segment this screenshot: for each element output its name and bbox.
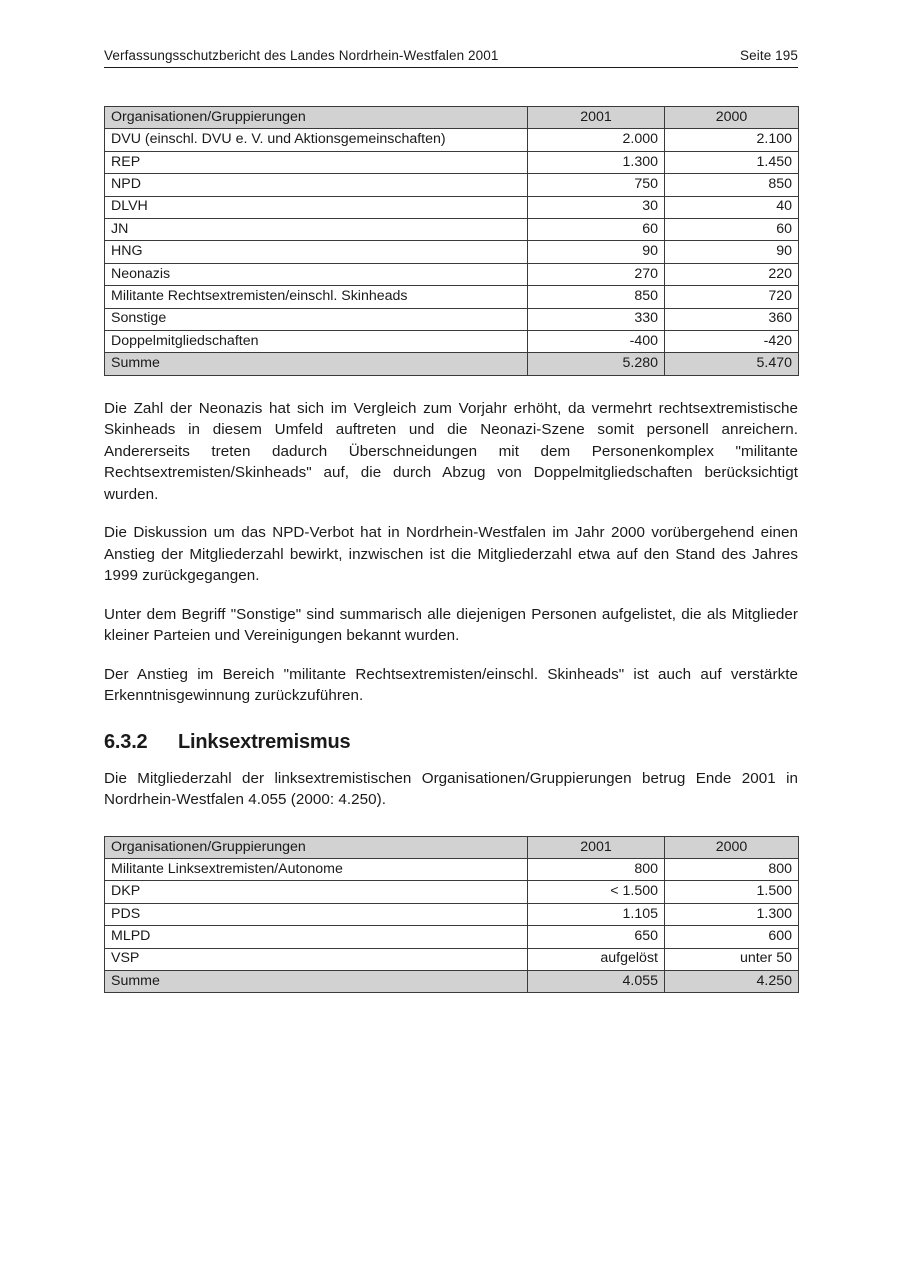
cell-2000: -420 [665, 330, 799, 352]
table-linksextremismus [104, 836, 799, 994]
cell-2000: 1.300 [665, 903, 799, 925]
section-number: 6.3.2 [104, 730, 148, 753]
cell-2000: 360 [665, 308, 799, 330]
cell-2000: 720 [665, 286, 799, 308]
cell-2001: 30 [528, 196, 665, 218]
cell-2000: 1.450 [665, 151, 799, 173]
cell-total-label: Summe [105, 971, 528, 993]
cell-organisation: REP [105, 151, 528, 173]
cell-2000: 40 [665, 196, 799, 218]
cell-organisation: MLPD [105, 926, 528, 948]
cell-total-2000: 4.250 [665, 971, 799, 993]
cell-2001: 800 [528, 859, 665, 881]
column-header-organisations: Organisationen/Gruppierungen [105, 107, 528, 129]
cell-organisation: Militante Rechtsextremisten/einschl. Skinheads [105, 286, 528, 308]
cell-2001: 750 [528, 174, 665, 196]
cell-organisation: Sonstige [105, 308, 528, 330]
cell-2001: 2.000 [528, 129, 665, 151]
table-row [105, 948, 799, 970]
report-title: Verfassungsschutzbericht des Landes Nordrhein-Westfalen 2001 [104, 48, 499, 63]
cell-2001: -400 [528, 330, 665, 352]
table-row [105, 129, 799, 151]
table-header-row [105, 836, 799, 858]
table-row [105, 330, 799, 352]
cell-2001: 90 [528, 241, 665, 263]
cell-organisation: HNG [105, 241, 528, 263]
cell-organisation: JN [105, 218, 528, 240]
table-row [105, 859, 799, 881]
paragraph-npd-verbot: Die Diskussion um das NPD-Verbot hat in Nordrhein-Westfalen im Jahr 2000 vorübergehend einen Anstieg der Mitgliederzahl bewirkt, inzwischen ist die Mitgliederzahl etwa auf den Stand des Jahres 1999 zurückgegangen. [104, 524, 798, 585]
table-total-row [105, 353, 799, 375]
cell-total-2000: 5.470 [665, 353, 799, 375]
spacer [104, 376, 798, 398]
cell-2001: 60 [528, 218, 665, 240]
column-header-2000: 2000 [665, 107, 799, 129]
paragraph-anstieg: Der Anstieg im Bereich "militante Rechtsextremisten/einschl. Skinheads" ist auch auf verstärkte Erkenntnisgewinnung zurückzuführen. [104, 665, 798, 705]
cell-organisation: NPD [105, 174, 528, 196]
cell-2000: 90 [665, 241, 799, 263]
table-row [105, 196, 799, 218]
table-row [105, 151, 799, 173]
cell-2000: 600 [665, 926, 799, 948]
cell-2000: 2.100 [665, 129, 799, 151]
running-header [104, 48, 798, 68]
spacer [104, 811, 798, 836]
table-total-row [105, 971, 799, 993]
cell-organisation: Neonazis [105, 263, 528, 285]
cell-2001: 330 [528, 308, 665, 330]
spacer [104, 754, 798, 768]
cell-organisation: VSP [105, 948, 528, 970]
section-heading [104, 731, 798, 754]
cell-2001: aufgelöst [528, 948, 665, 970]
cell-organisation: DVU (einschl. DVU e. V. und Aktionsgemeinschaften) [105, 129, 528, 151]
cell-total-label: Summe [105, 353, 528, 375]
page-number: Seite 195 [740, 48, 798, 63]
cell-2001: 1.300 [528, 151, 665, 173]
table-row [105, 881, 799, 903]
column-header-2001: 2001 [528, 107, 665, 129]
cell-2000: 1.500 [665, 881, 799, 903]
cell-2000: 60 [665, 218, 799, 240]
cell-organisation: DKP [105, 881, 528, 903]
cell-2001: 850 [528, 286, 665, 308]
column-header-2001: 2001 [528, 836, 665, 858]
spacer [104, 505, 798, 522]
spacer [104, 707, 798, 731]
cell-2000: 850 [665, 174, 799, 196]
paragraph-neonazis: Die Zahl der Neonazis hat sich im Vergleich zum Vorjahr erhöht, da vermehrt rechtsextremistische Skinheads in diesem Umfeld auftreten und die Neonazi-Szene somit personell anreichern. Andererseits treten dadurch Überschneidungen mit dem Personenkomplex "militante Rechtsextremisten/Skinheads" auf, die durch Abzug von Doppelmitgliedschaften berücksichtigt wurden. [104, 399, 798, 503]
column-header-2000: 2000 [665, 836, 799, 858]
table-row [105, 174, 799, 196]
table-rechtsextremismus [104, 106, 799, 376]
cell-total-2001: 4.055 [528, 971, 665, 993]
table-row [105, 263, 799, 285]
paragraph-linksextremismus-intro: Die Mitgliederzahl der linksextremistischen Organisationen/Gruppierungen betrug Ende 2001 in Nordrhein-Westfalen 4.055 (2000: 4.250). [104, 769, 798, 809]
section-title: Linksextremismus [178, 730, 351, 753]
cell-organisation: PDS [105, 903, 528, 925]
cell-organisation: Militante Linksextremisten/Autonome [105, 859, 528, 881]
cell-organisation: Doppelmitgliedschaften [105, 330, 528, 352]
table-header-row [105, 107, 799, 129]
cell-organisation: DLVH [105, 196, 528, 218]
cell-2001: 1.105 [528, 903, 665, 925]
table-row [105, 308, 799, 330]
table-row [105, 241, 799, 263]
cell-2001: 270 [528, 263, 665, 285]
spacer [104, 587, 798, 604]
table-row [105, 286, 799, 308]
table-row [105, 926, 799, 948]
paragraph-sonstige: Unter dem Begriff "Sonstige" sind summarisch alle diejenigen Personen aufgelistet, die als Mitglieder kleiner Parteien und Vereinigungen bekannt wurden. [104, 605, 798, 645]
page-content [104, 106, 798, 993]
column-header-organisations: Organisationen/Gruppierungen [105, 836, 528, 858]
table-row [105, 903, 799, 925]
cell-2000: 800 [665, 859, 799, 881]
cell-2001: 650 [528, 926, 665, 948]
cell-2000: unter 50 [665, 948, 799, 970]
table-row [105, 218, 799, 240]
cell-2000: 220 [665, 263, 799, 285]
spacer [104, 647, 798, 664]
cell-2001: < 1.500 [528, 881, 665, 903]
cell-total-2001: 5.280 [528, 353, 665, 375]
